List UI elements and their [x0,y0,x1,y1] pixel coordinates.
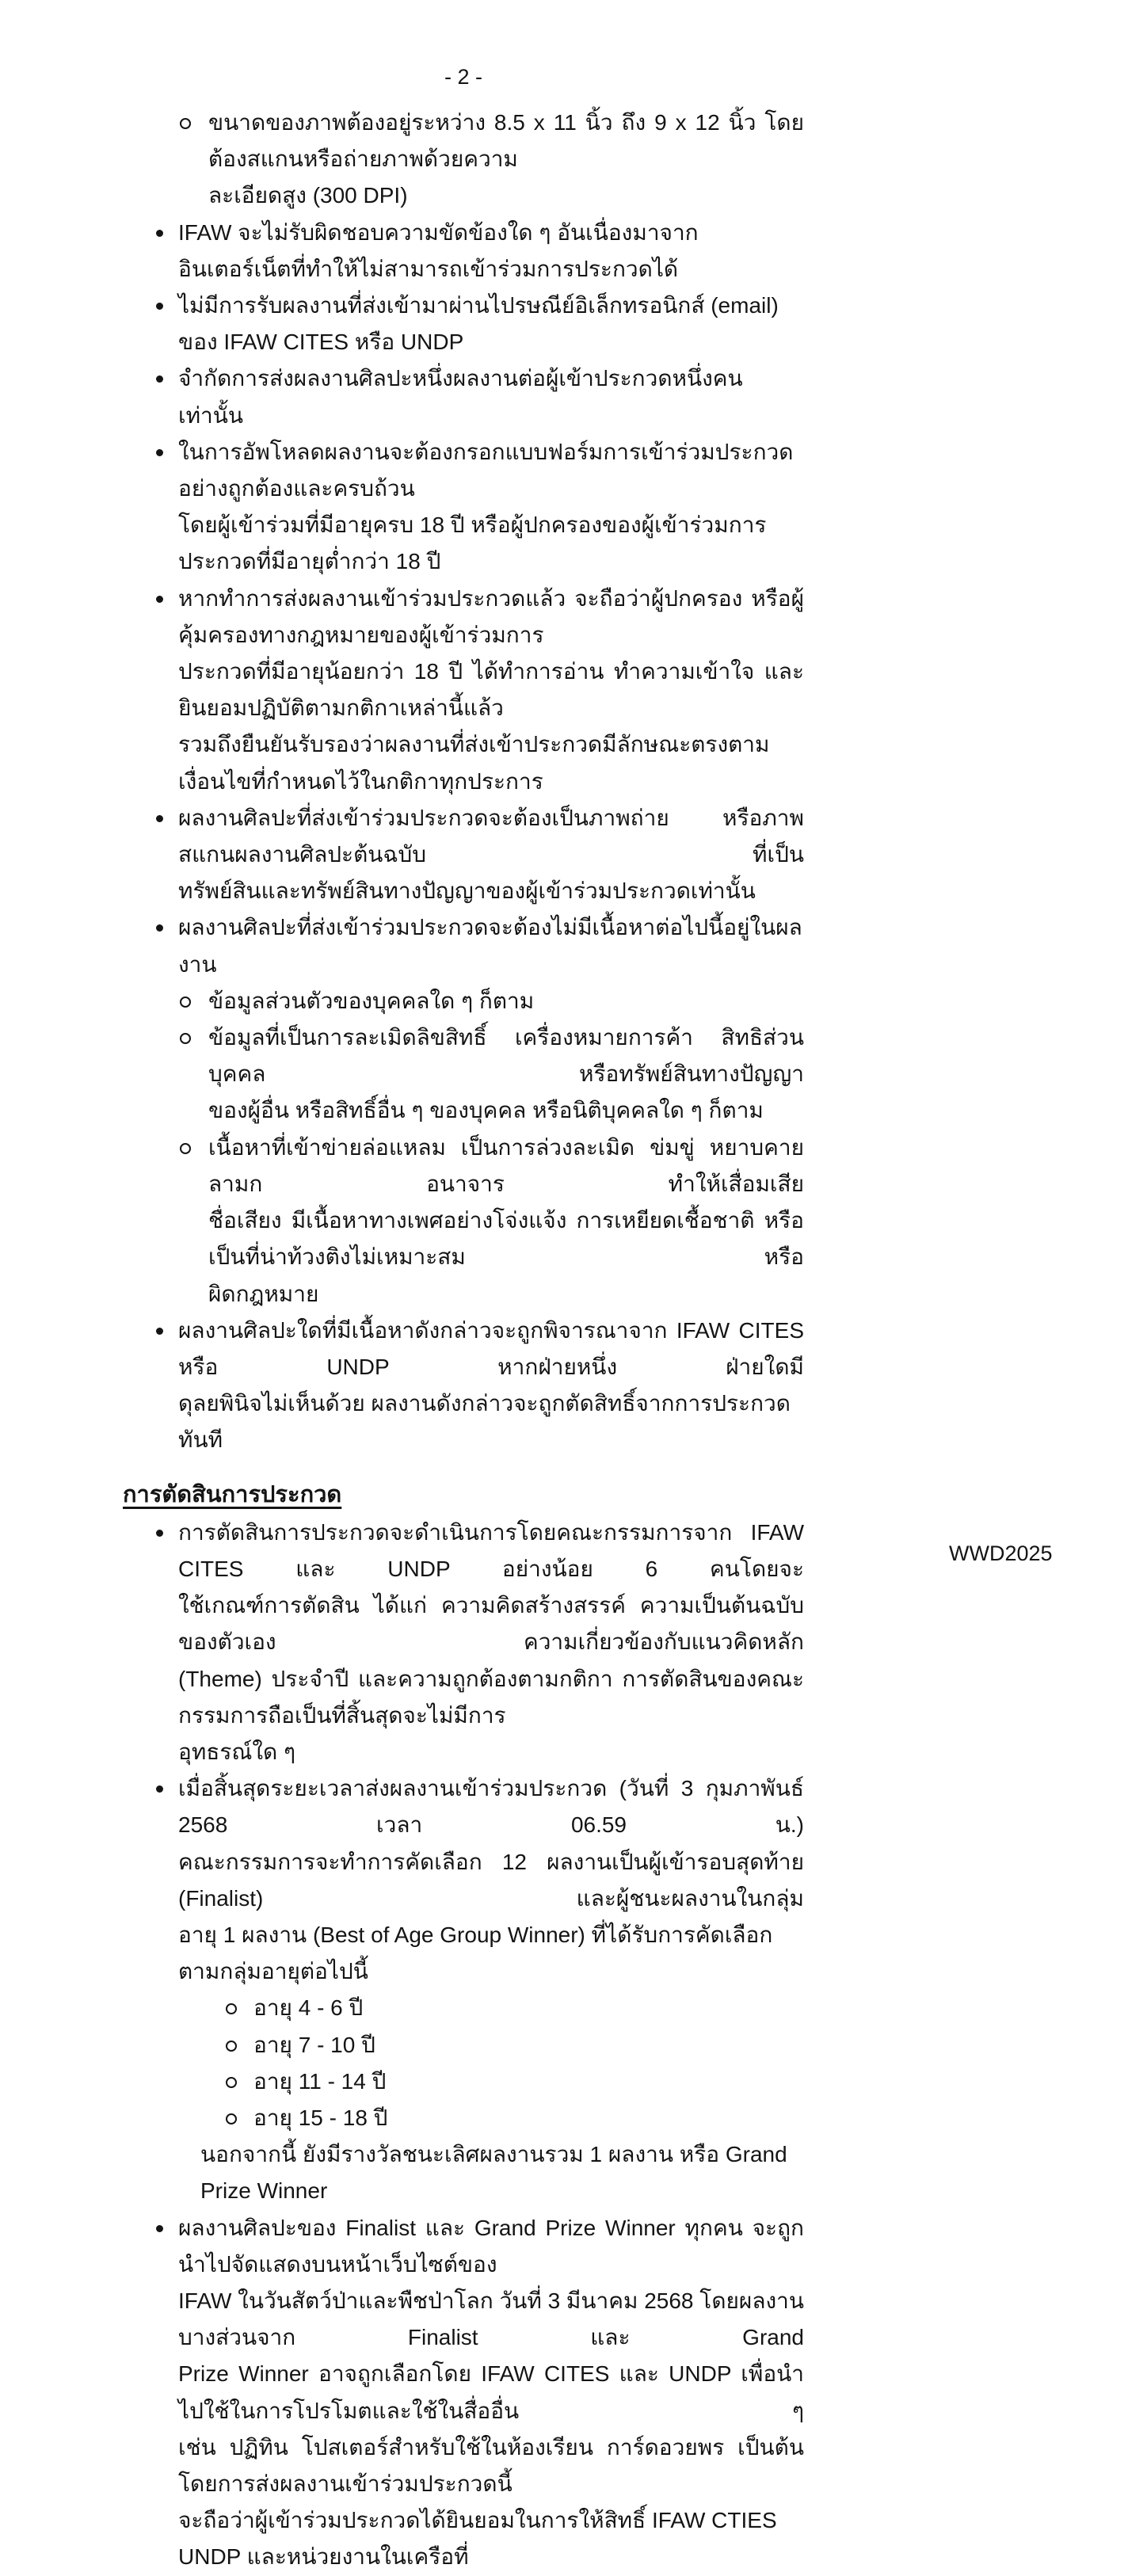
sub-bullet-item [0,2100,804,2136]
text-line: Prize Winner อาจถูกเลือกโดย IFAW CITES และ UNDP เพื่อนำไปใช้ในการโปรโมตและใช้ในสื่ออื่น ๆ [178,2361,804,2423]
sub-bullet-item [0,105,804,215]
text-line: ผลงานศิลปะของ Finalist และ Grand Prize Winner ทุกคน จะถูกนำไปจัดแสดงบนหน้าเว็บไซต์ของ [178,2215,804,2277]
text-line: ในการอัพโหลดผลงานจะต้องกรอกแบบฟอร์มการเข้าร่วมประกวดอย่างถูกต้องและครบถ้วน [178,439,794,501]
text-line: ผลงานศิลปะใดที่มีเนื้อหาดังกล่าวจะถูกพิจารณาจาก IFAW CITES หรือ UNDP หากฝ่ายหนึ่ง ฝ่ายใดมี [178,1317,804,1379]
bullet-dot-icon [156,815,163,822]
circle-bullet-icon [226,2041,237,2052]
text-line: อายุ 1 ผลงาน (Best of Age Group Winner) ที่ได้รับการคัดเลือกตามกลุ่มอายุต่อไปนี้ [178,1922,773,1984]
circle-bullet-icon [226,2113,237,2124]
text-line: ไม่มีการรับผลงานที่ส่งเข้ามาผ่านไปรษณีย์อิเล็กทรอนิกส์ (email) ของ IFAW CITES หรือ UNDP [178,293,779,355]
text-line: รวมถึงยืนยันรับรองว่าผลงานที่ส่งเข้าประกวดมีลักษณะตรงตามเงื่อนไขที่กำหนดไว้ในกติกาทุกประการ [178,732,770,794]
text-line: เมื่อสิ้นสุดระยะเวลาส่งผลงานเข้าร่วมประกวด (วันที่ 3 กุมภาพันธ์ 2568 เวลา 06.59 น.) [178,1776,804,1838]
bullet-dot-icon [156,596,163,603]
text-line: ผลงานศิลปะที่ส่งเข้าร่วมประกวดจะต้องเป็นภาพถ่าย หรือภาพสแกนผลงานศิลปะต้นฉบับ ที่เป็น [178,805,804,867]
text-line: จำกัดการส่งผลงานศิลปะหนึ่งผลงานต่อผู้เข้าประกวดหนึ่งคนเท่านั้น [178,366,743,428]
bullet-dot-icon [156,230,163,237]
bullet-item [0,1313,804,1459]
section-heading [0,1477,804,1513]
text-line: อายุ 4 - 6 ปี [253,1995,364,2021]
text-line: อายุ 7 - 10 ปี [253,2032,375,2057]
text-line: โดยผู้เข้าร่วมที่มีอายุครบ 18 ปี หรือผู้ปกครองของผู้เข้าร่วมการประกวดที่มีอายุต่ำกว่า 18 ปี [178,513,767,574]
text-line: ผลงานศิลปะที่ส่งเข้าร่วมประกวดจะต้องไม่มีเนื้อหาต่อไปนี้อยู่ในผลงาน [178,915,802,977]
text-line: ข้อมูลที่เป็นการละเมิดลิขสิทธิ์ เครื่องหมายการค้า สิทธิส่วนบุคคล หรือทรัพย์สินทางปัญญา [208,1025,804,1087]
text-line: อายุ 15 - 18 ปี [253,2105,388,2130]
bullet-item [0,1770,804,1990]
text-line: IFAW จะไม่รับผิดชอบความขัดข้องใด ๆ อันเนื่องมาจากอินเตอร์เน็ตที่ทำให้ไม่สามารถเข้าร่วมการประกวดได้ [178,219,699,281]
text-line: อุทธรณ์ใด ๆ [178,1739,296,1764]
text-line: เนื้อหาที่เข้าข่ายล่อแหลม เป็นการล่วงละเมิด ข่มขู่ หยาบคาย ลามก อนาจาร ทำให้เสื่อมเสีย [208,1134,804,1196]
bullet-dot-icon [156,924,163,932]
circle-bullet-icon [180,1143,191,1154]
circle-bullet-icon [180,996,191,1008]
bullet-item [0,2210,804,2576]
text-line: ทรัพย์สินและทรัพย์สินทางปัญญาของผู้เข้าร่วมประกวดเท่านั้น [178,878,756,904]
bullet-item [0,1515,804,1770]
text-line: ขนาดของภาพต้องอยู่ระหว่าง 8.5 x 11 นิ้ว ถึง 9 x 12 นิ้ว โดยต้องสแกนหรือถ่ายภาพด้วยความ [208,110,804,172]
text-line: หากทำการส่งผลงานเข้าร่วมประกวดแล้ว จะถือว่าผู้ปกครอง หรือผู้คุ้มครองทางกฎหมายของผู้เข้าร่วมการ [178,585,804,647]
bullet-item [0,360,804,433]
text-line: IFAW ในวันสัตว์ป่าและพืชป่าโลก วันที่ 3 มีนาคม 2568 โดยผลงานบางส่วนจาก Finalist และ Grand [178,2288,805,2350]
bullet-dot-icon [156,1785,163,1793]
bullet-item [0,800,804,910]
text-line: ละเอียดสูง (300 DPI) [208,183,408,208]
document-body [0,105,804,2576]
bullet-dot-icon [156,375,163,383]
section-heading-text: การตัดสินการประกวด [123,1481,342,1507]
bullet-dot-icon [156,303,163,310]
text-line: ของผู้อื่น หรือสิทธิ์อื่น ๆ ของบุคคล หรือนิติบุคคลใด ๆ ก็ตาม [208,1098,764,1123]
bullet-item [0,288,804,360]
text-line: ผิดกฎหมาย [208,1281,319,1306]
circle-bullet-icon [226,2077,237,2088]
bullet-dot-icon [156,449,163,456]
paragraph-item [0,2136,804,2209]
bullet-item [0,215,804,288]
text-line: ใช้เกณฑ์การตัดสิน ได้แก่ ความคิดสร้างสรรค์ ความเป็นต้นฉบับของตัวเอง ความเกี่ยวข้องกับแนวคิดหลัก [178,1593,804,1655]
circle-bullet-icon [180,118,191,129]
sub-bullet-item [0,1990,804,2026]
sub-bullet-item [0,2027,804,2063]
text-line: ข้อมูลส่วนตัวของบุคคลใด ๆ ก็ตาม [208,988,535,1013]
bullet-item [0,581,804,800]
bullet-dot-icon [156,2225,163,2232]
text-line: (Theme) ประจำปี และความถูกต้องตามกติกา การตัดสินของคณะกรรมการถือเป็นที่สิ้นสุดจะไม่มีการ [178,1666,804,1728]
bullet-item [0,909,804,982]
text-line: คณะกรรมการจะทำการคัดเลือก 12 ผลงานเป็นผู้เข้ารอบสุดท้าย (Finalist) และผู้ชนะผลงานในกลุ่ม [178,1849,804,1911]
footer-code: WWD2025 [949,1541,1053,1565]
text-line: นอกจากนี้ ยังมีรางวัลชนะเลิศผลงานรวม 1 ผลงาน หรือ Grand Prize Winner [200,2142,787,2204]
sub-bullet-item [0,1130,804,1313]
page-number: - 2 - [444,65,482,89]
text-line: ประกวดที่มีอายุน้อยกว่า 18 ปี ได้ทำการอ่าน ทำความเข้าใจ และยินยอมปฏิบัติตามกติกาเหล่านี้แล้ว [178,659,804,721]
text-line: จะถือว่าผู้เข้าร่วมประกวดได้ยินยอมในการให้สิทธิ์ IFAW CTIES UNDP และหน่วยงานในเครือที่ [178,2508,777,2570]
bullet-item [0,434,804,581]
bullet-dot-icon [156,1530,163,1537]
text-line: อายุ 11 - 14 ปี [253,2068,387,2094]
bullet-dot-icon [156,1328,163,1335]
text-line: ดุลยพินิจไม่เห็นด้วย ผลงานดังกล่าวจะถูกตัดสิทธิ์จากการประกวดทันที [178,1391,791,1453]
sub-bullet-item [0,983,804,1019]
sub-bullet-item [0,1019,804,1130]
text-line: เช่น ปฏิทิน โปสเตอร์สำหรับใช้ในห้องเรียน การ์ดอวยพร เป็นต้น โดยการส่งผลงานเข้าร่วมประกวดนี้ [178,2434,804,2496]
sub-bullet-item [0,2063,804,2100]
circle-bullet-icon [226,2003,237,2014]
circle-bullet-icon [180,1033,191,1044]
text-line: ชื่อเสียง มีเนื้อหาทางเพศอย่างโจ่งแจ้ง การเหยียดเชื้อชาติ หรือเป็นที่น่าท้วงติงไม่เหมาะสม หรือ [208,1208,804,1270]
text-line: การตัดสินการประกวดจะดำเนินการโดยคณะกรรมการจาก IFAW CITES และ UNDP อย่างน้อย 6 คนโดยจะ [178,1519,804,1581]
